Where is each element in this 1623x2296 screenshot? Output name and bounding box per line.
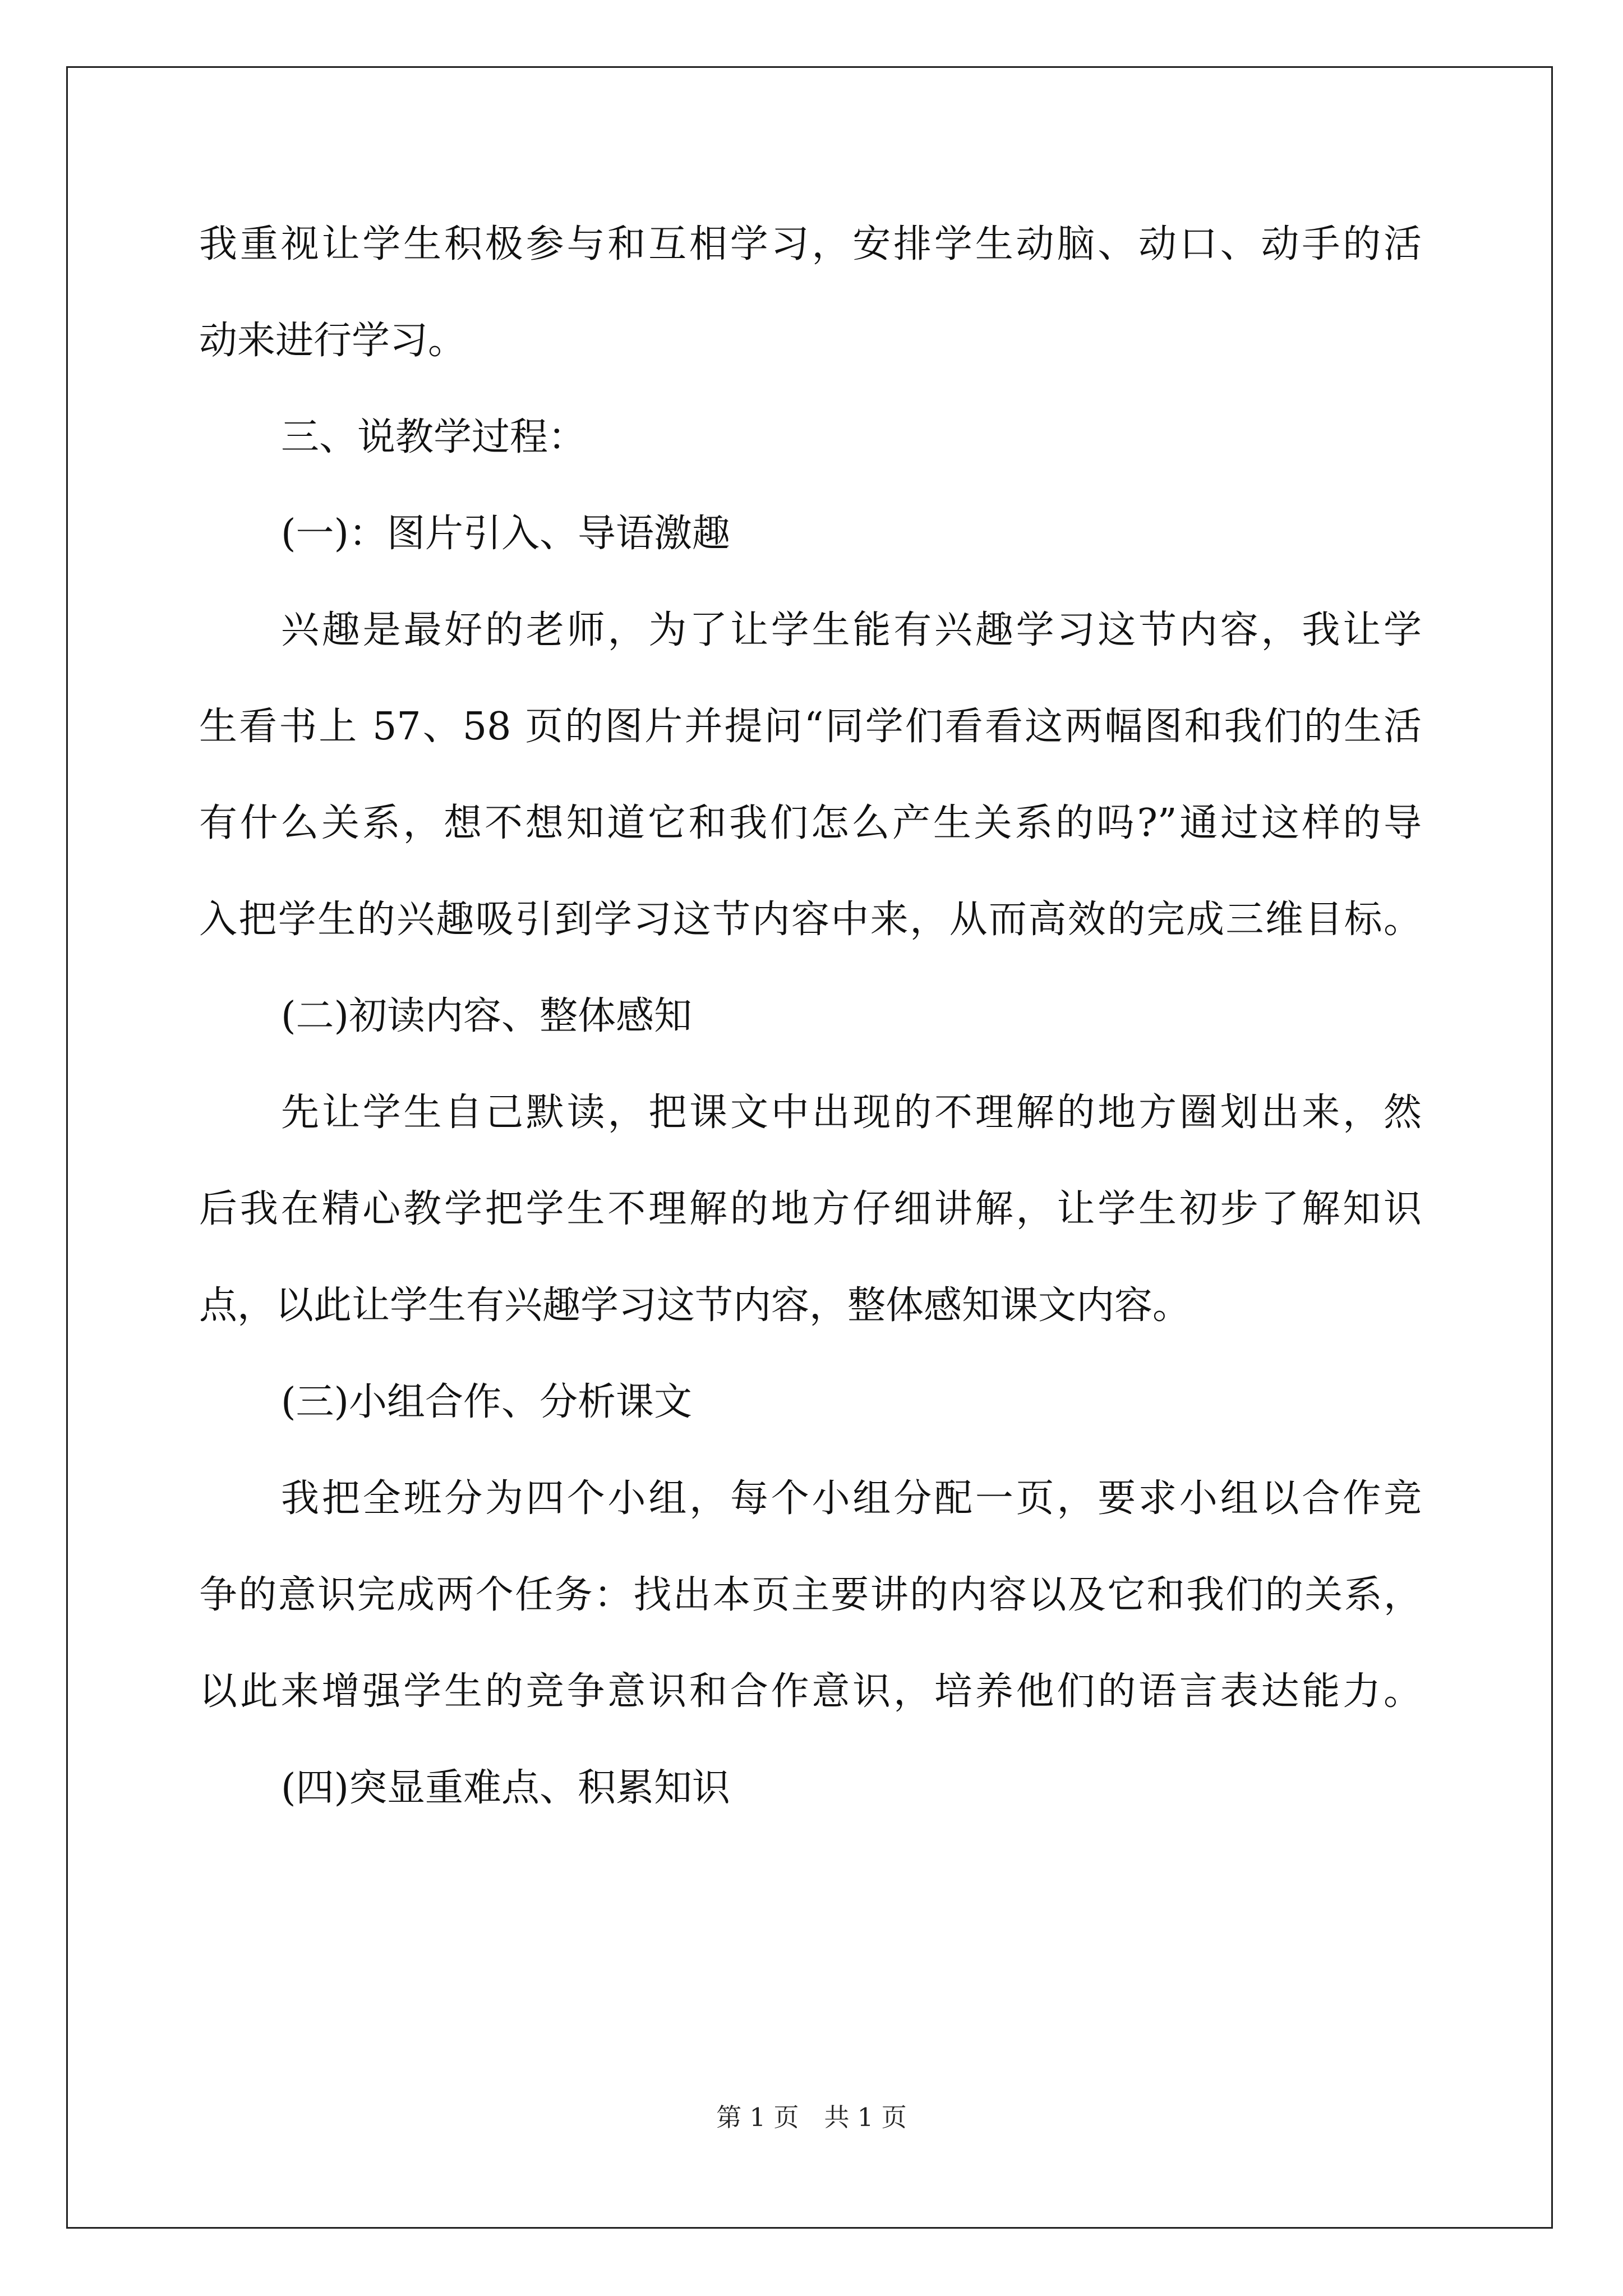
paragraph-line: 生看书上 57、58 页的图片并提问“同学们看看这两幅图和我们的生活 bbox=[199, 705, 1422, 749]
subsection-heading: (四)突显重难点、积累知识 bbox=[281, 1766, 731, 1810]
subsection-heading: (二)初读内容、整体感知 bbox=[281, 994, 693, 1038]
paragraph-line: 后我在精心教学把学生不理解的地方仔细讲解，让学生初步了解知识 bbox=[199, 1187, 1422, 1231]
paragraph-line: 先让学生自己默读，把课文中出现的不理解的地方圈划出来，然 bbox=[281, 1091, 1422, 1135]
subsection-heading: (三)小组合作、分析课文 bbox=[281, 1380, 693, 1424]
paragraph-line: 争的意识完成两个任务：找出本页主要讲的内容以及它和我们的关系， bbox=[199, 1573, 1422, 1617]
paragraph-line: 我重视让学生积极参与和互相学习，安排学生动脑、动口、动手的活 bbox=[199, 222, 1422, 266]
paragraph-line: 有什么关系，想不想知道它和我们怎么产生关系的吗?”通过这样的导 bbox=[199, 801, 1422, 845]
paragraph-line: 我把全班分为四个小组，每个小组分配一页，要求小组以合作竞 bbox=[281, 1476, 1422, 1521]
document-body bbox=[199, 215, 1422, 1855]
paragraph-line: 动来进行学习。 bbox=[199, 319, 467, 363]
paragraph-line: 兴趣是最好的老师，为了让学生能有兴趣学习这节内容，我让学 bbox=[281, 608, 1422, 652]
paragraph-line: 入把学生的兴趣吸引到学习这节内容中来，从而高效的完成三维目标。 bbox=[199, 898, 1422, 942]
section-heading: 三、说教学过程： bbox=[281, 415, 587, 459]
paragraph-line: 点，以此让学生有兴趣学习这节内容，整体感知课文内容。 bbox=[199, 1283, 1191, 1328]
paragraph-line: 以此来增强学生的竞争意识和合作意识，培养他们的语言表达能力。 bbox=[199, 1669, 1422, 1714]
subsection-heading: (一)：图片引入、导语激趣 bbox=[281, 512, 731, 556]
page-number-footer: 第 1 页 共 1 页 bbox=[716, 2102, 907, 2132]
